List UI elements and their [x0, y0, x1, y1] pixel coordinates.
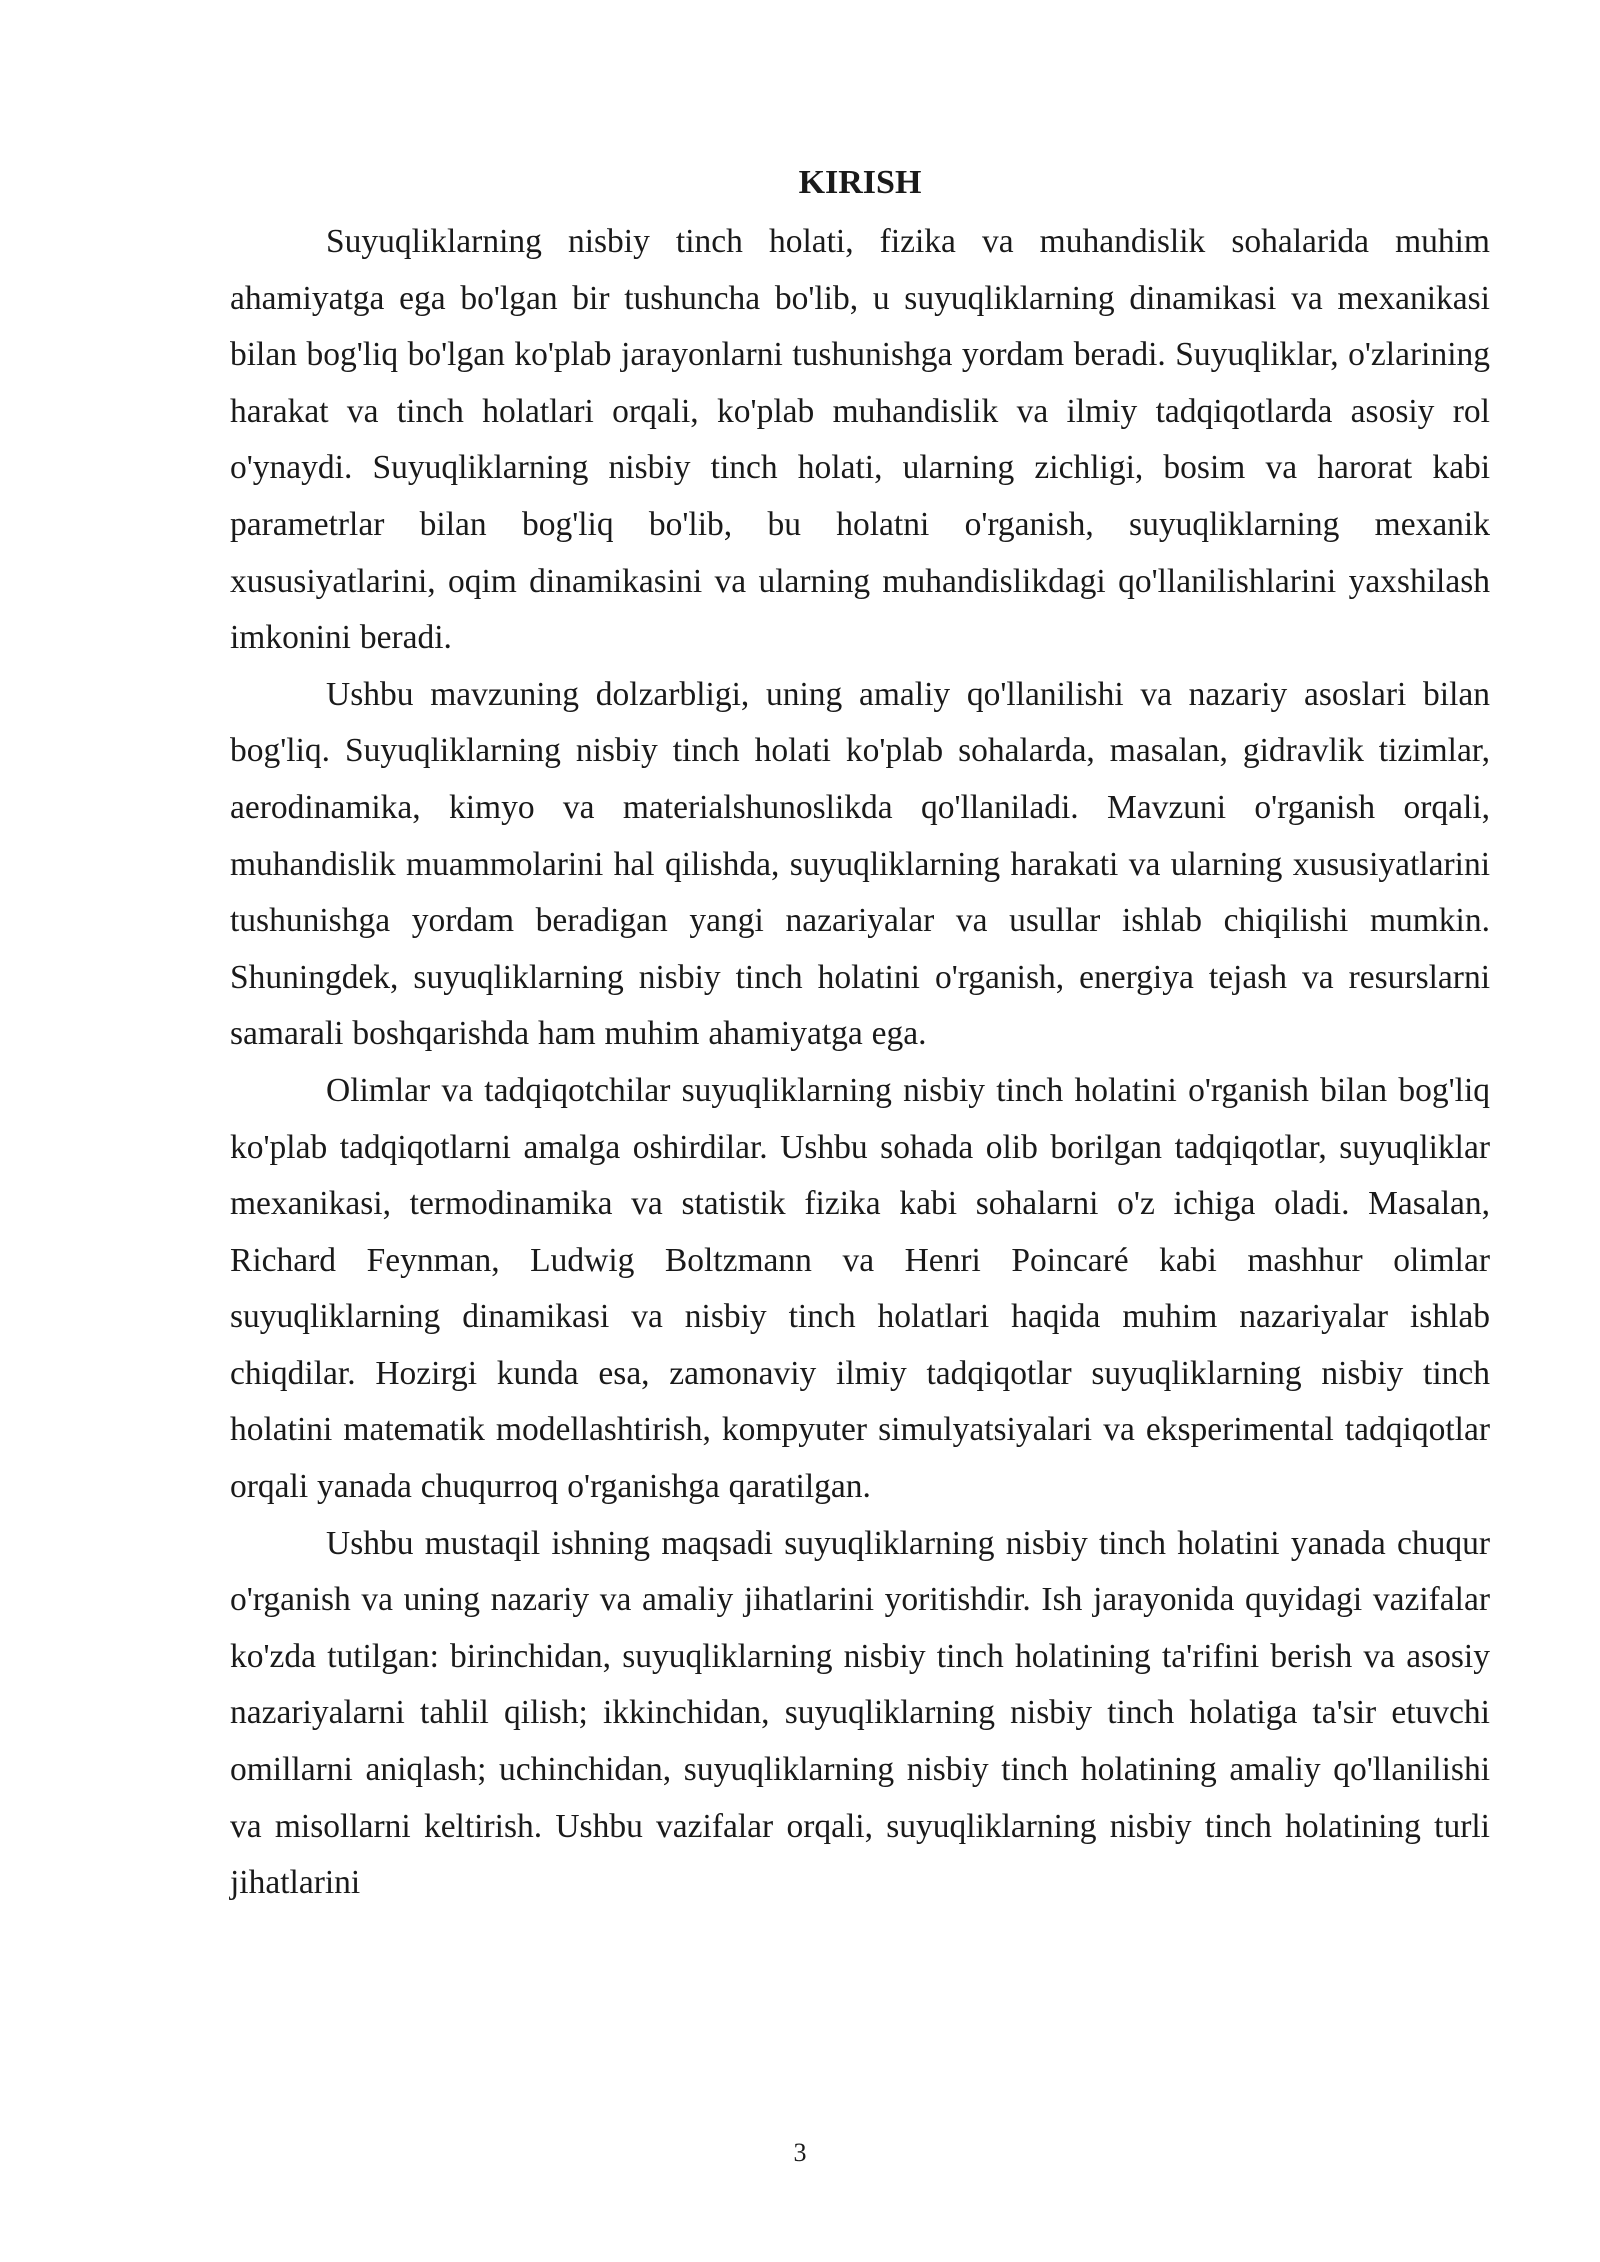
page-number: 3 [793, 2138, 807, 2167]
paragraph-goals: Ushbu mustaqil ishning maqsadi suyuqliklarning nisbiy tinch holatini yanada chuqur o'rganish va uning nazariy va amaliy jihatlarini yoritishdir. Ish jarayonida quyidagi vazifalar ko'zda tutilgan: birinchidan, suyuqliklarning nisbiy tinch holatining ta'rifini berish va asosiy nazariyalarni tahlil qilish; ikkinchidan, suyuqliklarning nisbiy tinch holatiga ta'sir etuvchi omillarni aniqlash; uchinchidan, suyuqliklarning nisbiy tinch holatining amaliy qo'llanilishi va misollarni keltirish. Ushbu vazifalar orqali, suyuqliklarning nisbiy tinch holatining turli jihatlarini [230, 1524, 1490, 1902]
paragraph-relevance: Ushbu mavzuning dolzarbligi, uning amaliy qo'llanilishi va nazariy asoslari bilan bog'liq. Suyuqliklarning nisbiy tinch holati ko'plab sohalarda, masalan, gidravlik tizimlar, aerodinamika, kimyo va materialshunoslikda qo'llaniladi. Mavzuni o'rganish orqali, muhandislik muammolarini hal qilishda, suyuqliklarning harakati va ularning xususiyatlarini tushunishga yordam beradigan yangi nazariyalar va usullar ishlab chiqilishi mumkin. Shuningdek, suyuqliklarning nisbiy tinch holatini o'rganish, energiya tejash va resurslarni samarali boshqarishda ham muhim ahamiyatga ega. [230, 675, 1490, 1053]
page-title: KIRISH [798, 164, 922, 201]
paragraph-introduction: Suyuqliklarning nisbiy tinch holati, fizika va muhandislik sohalarida muhim ahamiyatga ega bo'lgan bir tushuncha bo'lib, u suyuqliklarning dinamikasi va mexanikasi bilan bog'liq bo'lgan ko'plab jarayonlarni tushunishga yordam beradi. Suyuqliklar, o'zlarining harakat va tinch holatlari orqali, ko'plab muhandislik va ilmiy tadqiqotlarda asosiy rol o'ynaydi. Suyuqliklarning nisbiy tinch holati, ularning zichligi, bosim va harorat kabi parametrlar bilan bog'liq bo'lib, bu holatni o'rganish, suyuqliklarning mexanik xususiyatlarini, oqim dinamikasini va ularning muhandislikdagi qo'llanilishlarini yaxshilash imkonini beradi. [230, 223, 1490, 657]
document-body [230, 160, 1490, 1912]
paragraph-research-history: Olimlar va tadqiqotchilar suyuqliklarning nisbiy tinch holatini o'rganish bilan bog'liq ko'plab tadqiqotlarni amalga oshirdilar. Ushbu sohada olib borilgan tadqiqotlar, suyuqliklar mexanikasi, termodinamika va statistik fizika kabi sohalarni o'z ichiga oladi. Masalan, Richard Feynman, Ludwig Boltzmann va Henri Poincaré kabi mashhur olimlar suyuqliklarning dinamikasi va nisbiy tinch holatlari haqida muhim nazariyalar ishlab chiqdilar. Hozirgi kunda esa, zamonaviy ilmiy tadqiqotlar suyuqliklarning nisbiy tinch holatini matematik modellashtirish, kompyuter simulyatsiyalari va eksperimental tadqiqotlar orqali yanada chuqurroq o'rganishga qaratilgan. [230, 1071, 1490, 1506]
